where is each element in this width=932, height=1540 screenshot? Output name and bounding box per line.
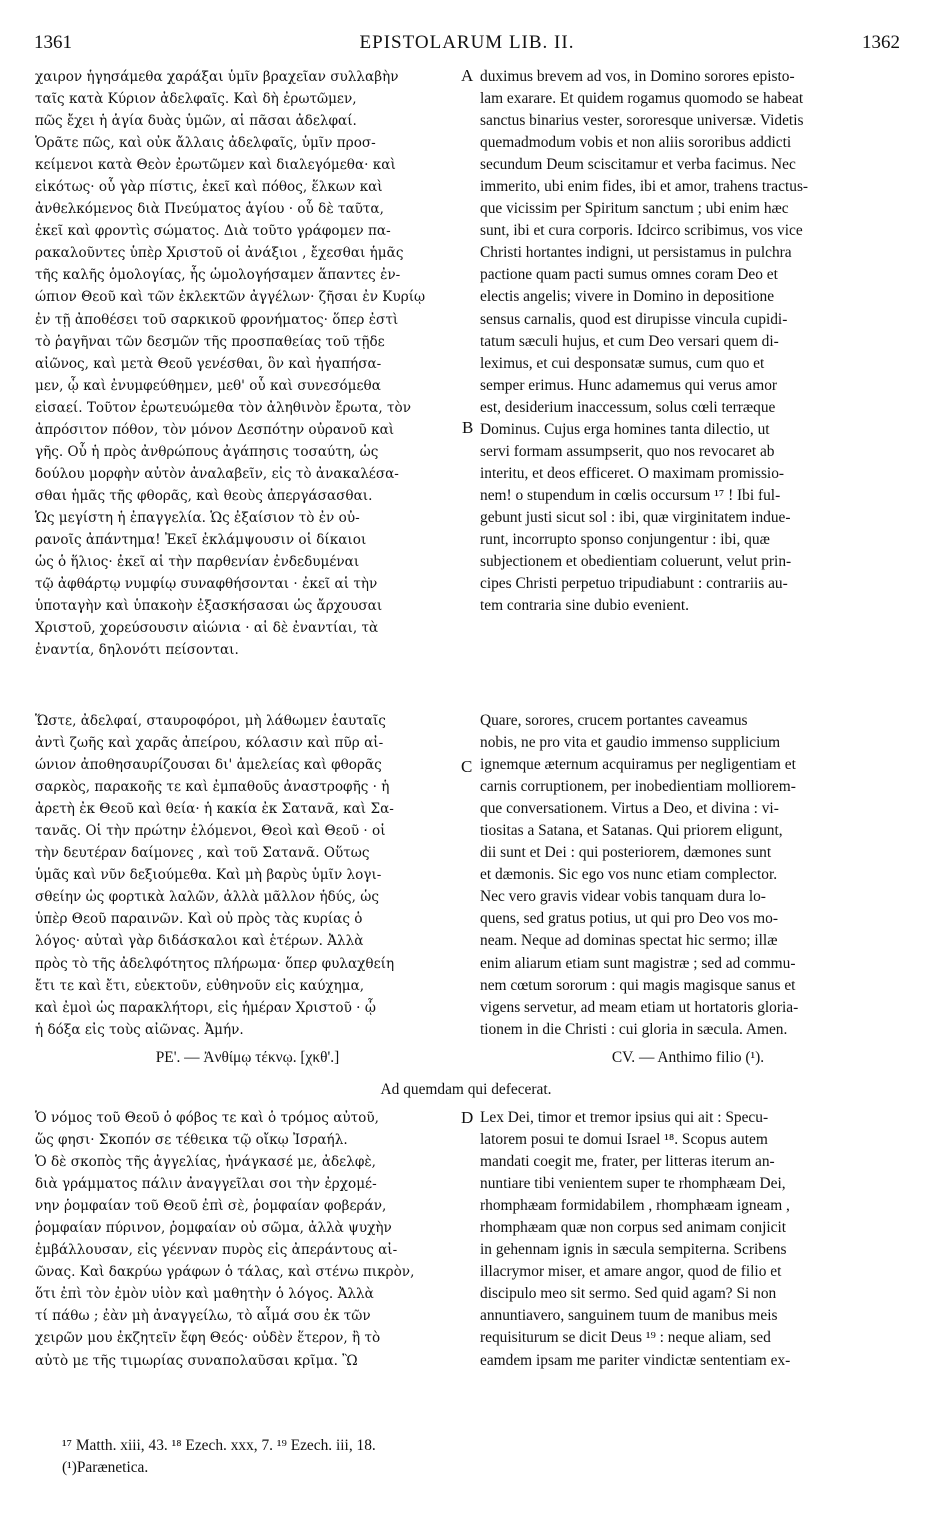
margin-letter-d: D — [461, 1108, 474, 1127]
latin-text-line: illacrymor miser, et amare angor, quod de filio et — [480, 1263, 782, 1281]
greek-text-line: ἐκεῖ καὶ φροντὶς σώματος. Διὰ τοῦτο γράφομεν πα- — [35, 223, 391, 240]
greek-text-line: ἀρετὴ ἐκ Θεοῦ καὶ θεία· ἡ κακία ἐκ Σατανᾶ, καὶ Σα- — [35, 801, 394, 818]
greek-text-line: Χριστοῦ, χορεύσουσιν αἰώνια · αἱ δὲ ἐναντίαι, τὰ — [35, 620, 379, 637]
greek-text-line: σθαι ἡμᾶς τῆς φθορᾶς, καὶ θεοὺς ἀπεργάσασθαι. — [35, 487, 373, 504]
latin-text-line: latorem posui te domui Israel ¹⁸. Scopus autem — [480, 1131, 768, 1149]
greek-text-line: σθείην ὡς φορτικὰ λαλῶν, ἀλλὰ μᾶλλον ἡδύς, ὡς — [35, 889, 379, 906]
greek-text-line: ὑποταγὴν καὶ ὑπακοὴν ἐξασκήσασαι ὡς ἄρχουσαι — [35, 598, 383, 615]
greek-text-line: τὴν δευτέραν δαίμονες , καὶ τοῦ Σατανᾶ. Οὕτως — [35, 845, 370, 862]
latin-text-line: semper erimus. Hunc adamemus qui verus amor — [480, 376, 778, 394]
latin-text-line: rhomphæam formidabilem , rhomphæam igneam , — [480, 1197, 790, 1215]
latin-text-line: interitu, et deos efficeret. O maximam promissio- — [480, 464, 785, 482]
latin-text-line: est, desiderium inaccessum, solus cœli terræque — [480, 398, 776, 416]
latin-text-line: nuntiare tibi venientem super te rhomphæam Dei, — [480, 1175, 786, 1193]
latin-text-line: Lex Dei, timor et tremor ipsius qui ait : Specu- — [480, 1109, 769, 1126]
latin-text-line: lam exarare. Et quidem rogamus quomodo se habeat — [480, 90, 804, 108]
latin-text-line: tem contraria sine dubio evenient. — [480, 597, 689, 615]
latin-text-line: Dominus. Cujus erga homines tanta dilectio, ut — [480, 420, 770, 438]
latin-text-line: Quare, sorores, crucem portantes caveamus — [480, 712, 748, 729]
latin-text-line: sanctus binarius vester, sororesque universæ. Videtis — [480, 112, 804, 130]
greek-text-line: ρακαλοῦντες ὑπὲρ Χριστοῦ οἱ ἀνάξιοι , ἔχεσθαι ἡμᾶς — [35, 245, 404, 262]
greek-text-line: ὥς φησι· Σκοπόν σε τέθεικα τῷ οἴκῳ Ἰσραήλ. — [35, 1132, 348, 1149]
greek-text-line: λόγος· αὐταὶ γὰρ διδάσκαλοι καὶ ἑτέρων. Ἀλλὰ — [35, 933, 364, 950]
latin-text-line: duximus brevem ad vos, in Domino sorores episto- — [480, 68, 795, 85]
greek-text-line: καὶ ἐμοὶ ὡς παρακλήτορι, εἰς ἡμέραν Χριστοῦ · ᾧ — [35, 999, 376, 1016]
greek-text-line: τῷ ἀφθάρτῳ νυμφίῳ συναφθήσονται · ἐκεῖ αἱ τὴν — [35, 576, 378, 593]
greek-text-line: Ὁ νόμος τοῦ Θεοῦ ὁ φόβος τε καὶ ὁ τρόμος αὐτοῦ, — [35, 1110, 379, 1126]
greek-text-line: ῥομφαίαν πύρινον, ῥομφαίαν οὐ σῶμα, ἀλλὰ ψυχὴν — [35, 1220, 392, 1237]
latin-text-line: tionem in die Christi : cui gloria in sæcula. Amen. — [480, 1020, 788, 1038]
greek-text-line: ὑπὲρ Θεοῦ παραινῶν. Καὶ οὐ πρὸς τὰς κυρίας ὁ — [35, 911, 363, 928]
greek-text-line: Ὁρᾶτε πῶς, καὶ οὐκ ἄλλαις ἀδελφαῖς, ὑμῖν προσ- — [35, 135, 376, 152]
margin-letter-a: A — [461, 66, 474, 85]
greek-text-line: χειρῶν μου ἐκζητεῖν ἔφη Θεός· οὐδὲν ἕτερον, ἢ τὸ — [35, 1330, 381, 1347]
footnote-references: ¹⁷ Matth. xiii, 43. ¹⁸ Ezech. xxx, 7. ¹⁹ Ezech. iii, 18. — [62, 1437, 376, 1454]
greek-text-line: ἡ δόξα εἰς τοὺς αἰῶνας. Ἀμήν. — [35, 1021, 244, 1038]
greek-text-line: χαιρον ἡγησάμεθα χαράξαι ὑμῖν βραχεῖαν συλλαβὴν — [35, 69, 399, 85]
greek-column-section-2 — [35, 710, 460, 1041]
page-number-left: 1361 — [34, 32, 72, 53]
greek-text-line: τῆς καλῆς ὁμολογίας, ἧς ὡμολογήσαμεν ἅπαντες ἐν- — [35, 267, 401, 284]
running-title: EPISTOLARUM LIB. II. — [359, 32, 575, 53]
greek-text-line: ώνιον ἀποθησαυρίζουσαι δι' ἀμελείας καὶ φθορᾶς — [35, 757, 382, 774]
greek-text-line: τανᾶς. Οἱ τὴν πρώτην ἑλόμενοι, Θεοὶ καὶ Θεοῦ · οἱ — [35, 823, 386, 840]
latin-text-line: discipulo meo sit sermo. Sed quid agam? Si non — [480, 1285, 777, 1303]
latin-text-line: que vicissim per Spiritum sanctum ; ubi enim hæc — [480, 200, 789, 218]
greek-text-line: τί πάθω ; ἐὰν μὴ ἀναγγείλω, τὸ αἷμά σου ἐκ τῶν — [35, 1308, 371, 1325]
margin-letter-b: B — [462, 418, 474, 437]
greek-text-line: ὡς ὁ ἥλιος· ἐκεῖ αἱ τὴν παρθενίαν ἐνδεδυμέναι — [35, 554, 360, 571]
greek-text-line: αἰῶνος, καὶ μετὰ Θεοῦ γενέσθαι, ὃν καὶ ἠγαπήσα- — [35, 355, 382, 372]
latin-text-line: nobis, ne pro vita et gaudio immenso supplicium — [480, 734, 781, 752]
latin-text-line: rhomphæam quæ non corpus sed animam conjicit — [480, 1219, 787, 1237]
latin-text-line: quens, sed gratus potius, ut qui pro Deo vos mo- — [480, 910, 778, 928]
greek-text-line: κείμενοι κατὰ Θεὸν ἐρωτῶμεν καὶ διαλεγόμεθα· καὶ — [35, 157, 396, 174]
latin-text-line: electis angelis; vivere in Domino in depositione — [480, 288, 775, 306]
greek-text-line: τὸ ῥαγῆναι τῶν δεσμῶν τῆς προσπαθείας τοῦ τῇδε — [35, 333, 385, 350]
latin-text-line: dii sunt et Dei : qui posteriorem, dæmones sunt — [480, 844, 772, 862]
greek-text-line: Ὥστε, ἀδελφαί, σταυροφόροι, μὴ λάθωμεν ἑαυταῖς — [35, 713, 386, 729]
greek-text-line: πῶς ἔχει ἡ ἁγία δυὰς ὑμῶν, αἱ πᾶσαι ἀδελφαί. — [35, 113, 357, 130]
latin-text-line: in gehennam ignis in sæcula sempiterna. Scribens — [480, 1241, 787, 1259]
latin-text-line: tatum sæculi hujus, et cum Deo versari quem di- — [480, 332, 779, 350]
greek-text-line: ἐν τῇ ἀποθέσει τοῦ σαρκικοῦ φρονήματος· ὅπερ ἐστὶ — [35, 311, 399, 328]
footnote-parenetica: (¹)Parænetica. — [62, 1459, 149, 1476]
running-header — [34, 32, 900, 60]
greek-text-line: νην ῥομφαίαν τοῦ Θεοῦ ἐπὶ σὲ, ῥομφαίαν φοβεράν, — [35, 1198, 387, 1215]
latin-text-line: carnis corruptionem, per inobedientiam molliorem- — [480, 778, 796, 796]
greek-text-line: δούλου μορφὴν αὐτὸν ἀναλαβεῖν, εἰς τὸ ἀνακαλέσα- — [35, 465, 399, 482]
latin-text-line: sunt, ibi et cura corporis. Idcirco scribimus, vos vice — [480, 222, 803, 240]
page-number-right: 1362 — [862, 32, 900, 53]
latin-text-line: Christi hortantes indigni, ut persistamus in pulchra — [480, 244, 792, 262]
greek-text-line: ἀπρόσιτον πόθον, τὸν μόνον Δεσπότην οὐρανοῦ καὶ — [35, 421, 395, 438]
latin-text-line: que conversationem. Virtus a Deo, et divina : vi- — [480, 800, 779, 818]
latin-text-line: gebunt justi sicut sol : ibi, quæ virginitatem indue- — [480, 508, 791, 526]
latin-column-section-1 — [480, 66, 896, 617]
greek-text-line: διὰ γράμματος πάλιν ἀναγγεῖλαι σοι τὴν ἐρχομέ- — [35, 1176, 377, 1193]
greek-column-section-1 — [35, 66, 460, 661]
greek-text-line: ῶνας. Καὶ δακρύω γράφων ὁ τάλας, καὶ στένω πικρὸν, — [35, 1264, 415, 1281]
greek-text-line: αὐτὸ με τῆς τιμωρίας συναπολαῦσαι κρῖμα. Ὢ — [35, 1352, 358, 1369]
latin-letter-heading: CV. — Anthimo filio (¹). — [611, 1049, 765, 1066]
greek-column-section-3 — [35, 1107, 460, 1372]
latin-text-line: neam. Neque ad dominas spectat hic sermo; illæ — [480, 932, 778, 950]
latin-text-line: requisiturum se dicit Deus ¹⁹ : neque aliam, sed — [480, 1329, 771, 1347]
greek-text-line: γῆς. Οὗ ἡ πρὸς ἀνθρώπους ἀγάπησις τοσαύτη, ὡς — [35, 443, 379, 460]
latin-text-line: cipes Christi perpetuo tripudiabunt : contrariis au- — [480, 575, 788, 593]
greek-text-line: ἀντὶ ζωῆς καὶ χαρᾶς ἀπείρου, κόλασιν καὶ πῦρ αἰ- — [35, 735, 384, 752]
latin-text-line: ignemque æternum acquiramus per negligentiam et — [480, 756, 796, 774]
greek-text-line: ταῖς κατὰ Κύριον ἀδελφαῖς. Καὶ δὴ ἐρωτῶμεν, — [35, 91, 357, 108]
greek-text-line: ἐμβάλλουσαν, εἰς γέενναν πυρὸς εἰς ἀπεράντους αἰ- — [35, 1242, 398, 1259]
latin-text-line: runt, incorrupto sponso conjungentur : ibi, quæ — [480, 530, 770, 548]
latin-text-line: tiositas a Satana, et Satanas. Qui priorem eligunt, — [480, 822, 783, 840]
latin-text-line: et dæmonis. Sic ego vos nunc etiam complector. — [480, 866, 778, 884]
latin-text-line: sensus carnalis, quod est dirupisse vincula cupidi- — [480, 310, 788, 328]
greek-text-line: ώπιον Θεοῦ καὶ τῶν ἐκλεκτῶν ἀγγέλων· ζῆσαι ἐν Κυρίῳ — [35, 289, 426, 306]
latin-text-line: quemadmodum vobis et non aliis sororibus addicti — [480, 134, 792, 152]
latin-text-line: Nec vero gravis videar vobis tanquam dura lo- — [480, 888, 766, 906]
latin-column-section-2 — [480, 710, 896, 1041]
greek-text-line: μεν, ᾧ καὶ ἐνυμφεύθημεν, μεθ' οὗ καὶ συνεσόμεθα — [35, 377, 381, 394]
latin-text-line: annuntiavero, sanguinem tuum de manibus meis — [480, 1307, 778, 1325]
latin-text-line: immerito, ubi enim fides, ibi et amor, trahens tractus- — [480, 178, 809, 196]
latin-text-line: vigens servetur, ad meam etiam ut hortatoris gloria- — [480, 998, 799, 1016]
greek-text-line: εἰσαεί. Τοῦτον ἐρωτευώμεθα τὸν ἀληθινὸν ἔρωτα, τὸν — [35, 399, 411, 416]
greek-text-line: ἀνθελκόμενος διὰ Πνεύματος ἁγίου · οὗ δὲ ταῦτα, — [35, 201, 384, 218]
latin-text-line: nem! o stupendum in cœlis occursum ¹⁷ ! Ibi ful- — [480, 486, 781, 504]
greek-text-line: εἰκότως· οὗ γὰρ πίστις, ἐκεῖ καὶ πόθος, ἕλκων καὶ — [35, 179, 383, 196]
greek-text-line: ὑμᾶς καὶ νῦν δεξιούμεθα. Καὶ μὴ βαρὺς ὑμῖν λογι- — [35, 867, 382, 884]
greek-text-line: ἔτι τε καὶ ἔτι, εὐεκτοῦν, εὐθηνοῦν εἰς καύχημα, — [35, 977, 365, 994]
latin-text-line: pactione quam pacti sumus omnes coram Deo et — [480, 266, 778, 284]
latin-text-line: secundum Deum sciscitamur et verba facimus. Nec — [480, 156, 796, 174]
margin-letter-c: C — [461, 757, 473, 776]
greek-text-line: ὅτι ἐπὶ τὸν ἐμὸν υἱὸν καὶ μαθητὴν ὁ λόγος. Ἀλλὰ — [35, 1286, 374, 1303]
latin-text-line: eamdem ipsam me pariter vindictæ sententiam ex- — [480, 1351, 791, 1369]
latin-text-line: enim aliarum etiam sunt magistræ ; sed ad commu- — [480, 954, 796, 972]
greek-text-line: Ὡς μεγίστη ἡ ἐπαγγελία. Ὡς ἐξαίσιον τὸ ἐν οὐ- — [35, 509, 360, 526]
latin-text-line: nem cœtum sororum : qui magis magisque sanus et — [480, 976, 796, 994]
latin-column-section-3 — [480, 1107, 896, 1372]
greek-text-line: σαρκὸς, παρακοῆς τε καὶ ἐμπαθοῦς ἀναστροφῆς · ἡ — [35, 779, 390, 796]
greek-text-line: Ὁ δὲ σκοπὸς τῆς ἀγγελίας, ἠνάγκασέ με, ἀδελφὲ, — [35, 1154, 376, 1171]
greek-text-line: ρανοῖς ἀπάντημα! Ἐκεῖ ἐκλάμψουσιν οἱ δίκαιοι — [35, 531, 367, 548]
greek-letter-heading: ΡΕ'. — Ἀνθίμῳ τέκνῳ. [χκθ'.] — [155, 1049, 340, 1066]
greek-text-line: ἐναντία, δηλονότι πείσονται. — [35, 642, 239, 659]
latin-text-line: leximus, et cui desponsatæ sumus, cum quo et — [480, 354, 765, 372]
latin-text-line: servi formam assumpserit, quo nos revocaret ab — [480, 442, 775, 460]
letter-subtitle: Ad quemdam qui defecerat. — [380, 1081, 552, 1098]
latin-text-line: subjectionem et obedientiam coluerunt, velut prin- — [480, 553, 792, 571]
greek-text-line: πρὸς τὸ τῆς ἀδελφότητος πλήρωμα· ὅπερ φυλαχθείη — [35, 955, 395, 972]
latin-text-line: mandati coegit me, frater, per litteras iterum an- — [480, 1153, 775, 1171]
